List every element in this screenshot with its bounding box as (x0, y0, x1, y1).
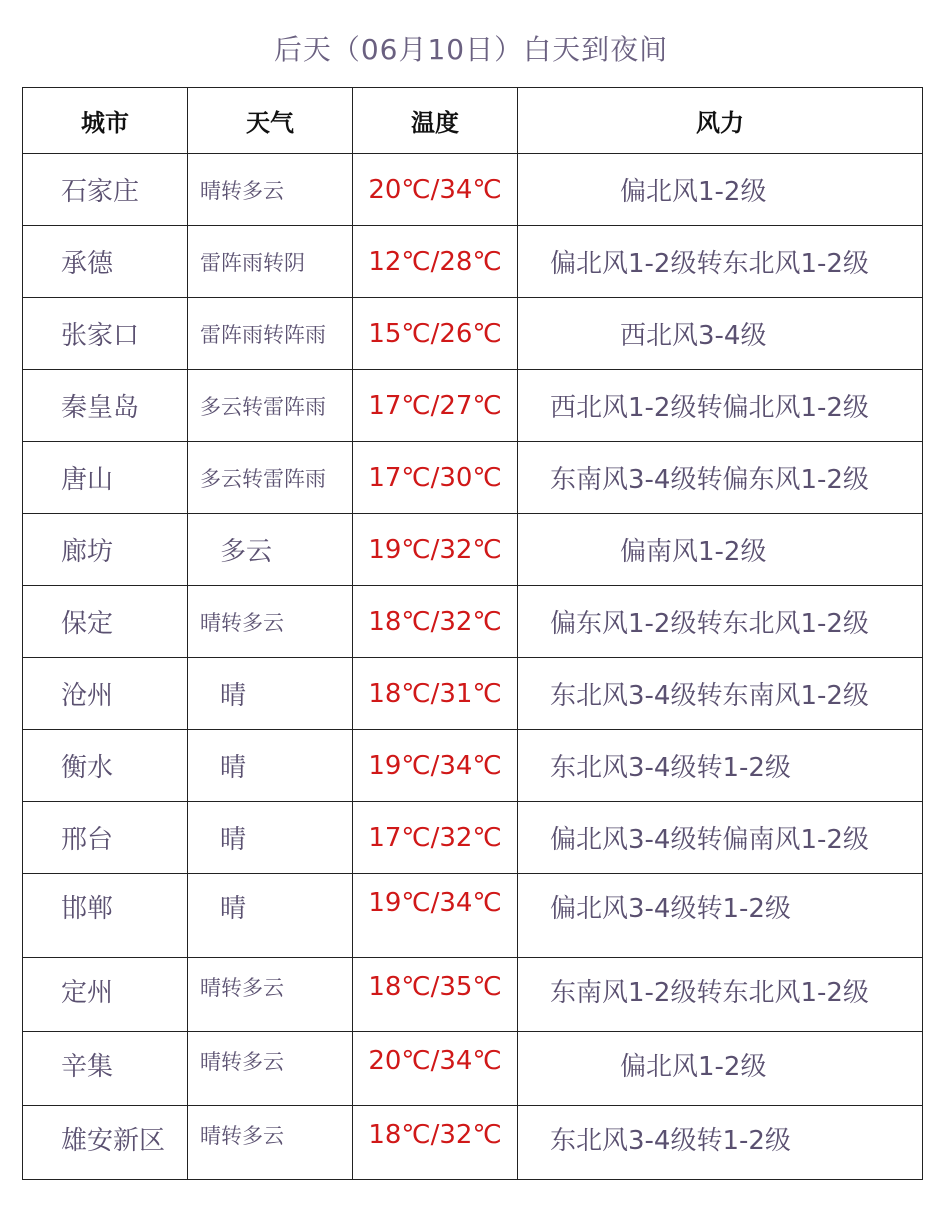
table-row (23, 1106, 923, 1180)
wind-cell: 偏北风1-2级 (518, 1032, 923, 1106)
weather-cell: 晴 (188, 874, 353, 958)
temperature-cell: 17℃/27℃ (353, 370, 518, 442)
city-cell: 沧州 (23, 658, 188, 730)
weather-cell: 雷阵雨转阵雨 (188, 298, 353, 370)
temperature-cell: 12℃/28℃ (353, 226, 518, 298)
header-weather: 天气 (188, 88, 353, 154)
temperature-cell: 15℃/26℃ (353, 298, 518, 370)
weather-cell: 晴转多云 (188, 958, 353, 1032)
temperature-cell: 17℃/32℃ (353, 802, 518, 874)
header-wind: 风力 (518, 88, 923, 154)
temperature-cell: 20℃/34℃ (353, 154, 518, 226)
wind-cell: 偏北风1-2级转东北风1-2级 (518, 226, 923, 298)
table-row (23, 154, 923, 226)
weather-cell: 晴转多云 (188, 1106, 353, 1180)
city-cell: 廊坊 (23, 514, 188, 586)
wind-cell: 偏东风1-2级转东北风1-2级 (518, 586, 923, 658)
table-row (23, 802, 923, 874)
table-row (23, 442, 923, 514)
table-row (23, 586, 923, 658)
city-cell: 辛集 (23, 1032, 188, 1106)
weather-cell: 晴 (188, 730, 353, 802)
city-cell: 秦皇岛 (23, 370, 188, 442)
temperature-cell: 18℃/35℃ (353, 958, 518, 1032)
table-row (23, 226, 923, 298)
wind-cell: 偏南风1-2级 (518, 514, 923, 586)
wind-cell: 偏北风3-4级转1-2级 (518, 874, 923, 958)
city-cell: 雄安新区 (23, 1106, 188, 1180)
table-row (23, 730, 923, 802)
temperature-cell: 19℃/32℃ (353, 514, 518, 586)
city-cell: 定州 (23, 958, 188, 1032)
city-cell: 衡水 (23, 730, 188, 802)
table-row (23, 958, 923, 1032)
wind-cell: 东北风3-4级转东南风1-2级 (518, 658, 923, 730)
city-cell: 承德 (23, 226, 188, 298)
wind-cell: 东北风3-4级转1-2级 (518, 1106, 923, 1180)
weather-cell: 晴转多云 (188, 154, 353, 226)
table-row (23, 298, 923, 370)
city-cell: 保定 (23, 586, 188, 658)
temperature-cell: 17℃/30℃ (353, 442, 518, 514)
weather-cell: 雷阵雨转阴 (188, 226, 353, 298)
header-city: 城市 (23, 88, 188, 154)
weather-cell: 多云 (188, 514, 353, 586)
page-title: 后天（06月10日）白天到夜间 (273, 33, 669, 66)
table-body (23, 154, 923, 1180)
table-header (23, 88, 923, 154)
temperature-cell: 19℃/34℃ (353, 730, 518, 802)
temperature-cell: 18℃/32℃ (353, 586, 518, 658)
weather-cell: 晴转多云 (188, 1032, 353, 1106)
temperature-cell: 18℃/32℃ (353, 1106, 518, 1180)
weather-cell: 晴转多云 (188, 586, 353, 658)
table-row (23, 874, 923, 958)
city-cell: 张家口 (23, 298, 188, 370)
table-row (23, 658, 923, 730)
city-cell: 唐山 (23, 442, 188, 514)
wind-cell: 偏北风3-4级转偏南风1-2级 (518, 802, 923, 874)
wind-cell: 东北风3-4级转1-2级 (518, 730, 923, 802)
weather-cell: 多云转雷阵雨 (188, 442, 353, 514)
weather-cell: 多云转雷阵雨 (188, 370, 353, 442)
weather-cell: 晴 (188, 802, 353, 874)
wind-cell: 东南风1-2级转东北风1-2级 (518, 958, 923, 1032)
temperature-cell: 19℃/34℃ (353, 874, 518, 958)
table-row (23, 370, 923, 442)
table-row (23, 514, 923, 586)
table-row (23, 1032, 923, 1106)
header-row (23, 88, 923, 154)
wind-cell: 西北风1-2级转偏北风1-2级 (518, 370, 923, 442)
wind-cell: 西北风3-4级 (518, 298, 923, 370)
temperature-cell: 18℃/31℃ (353, 658, 518, 730)
header-temperature: 温度 (353, 88, 518, 154)
city-cell: 邯郸 (23, 874, 188, 958)
wind-cell: 偏北风1-2级 (518, 154, 923, 226)
weather-table (22, 87, 923, 1180)
weather-cell: 晴 (188, 658, 353, 730)
wind-cell: 东南风3-4级转偏东风1-2级 (518, 442, 923, 514)
city-cell: 邢台 (23, 802, 188, 874)
temperature-cell: 20℃/34℃ (353, 1032, 518, 1106)
city-cell: 石家庄 (23, 154, 188, 226)
